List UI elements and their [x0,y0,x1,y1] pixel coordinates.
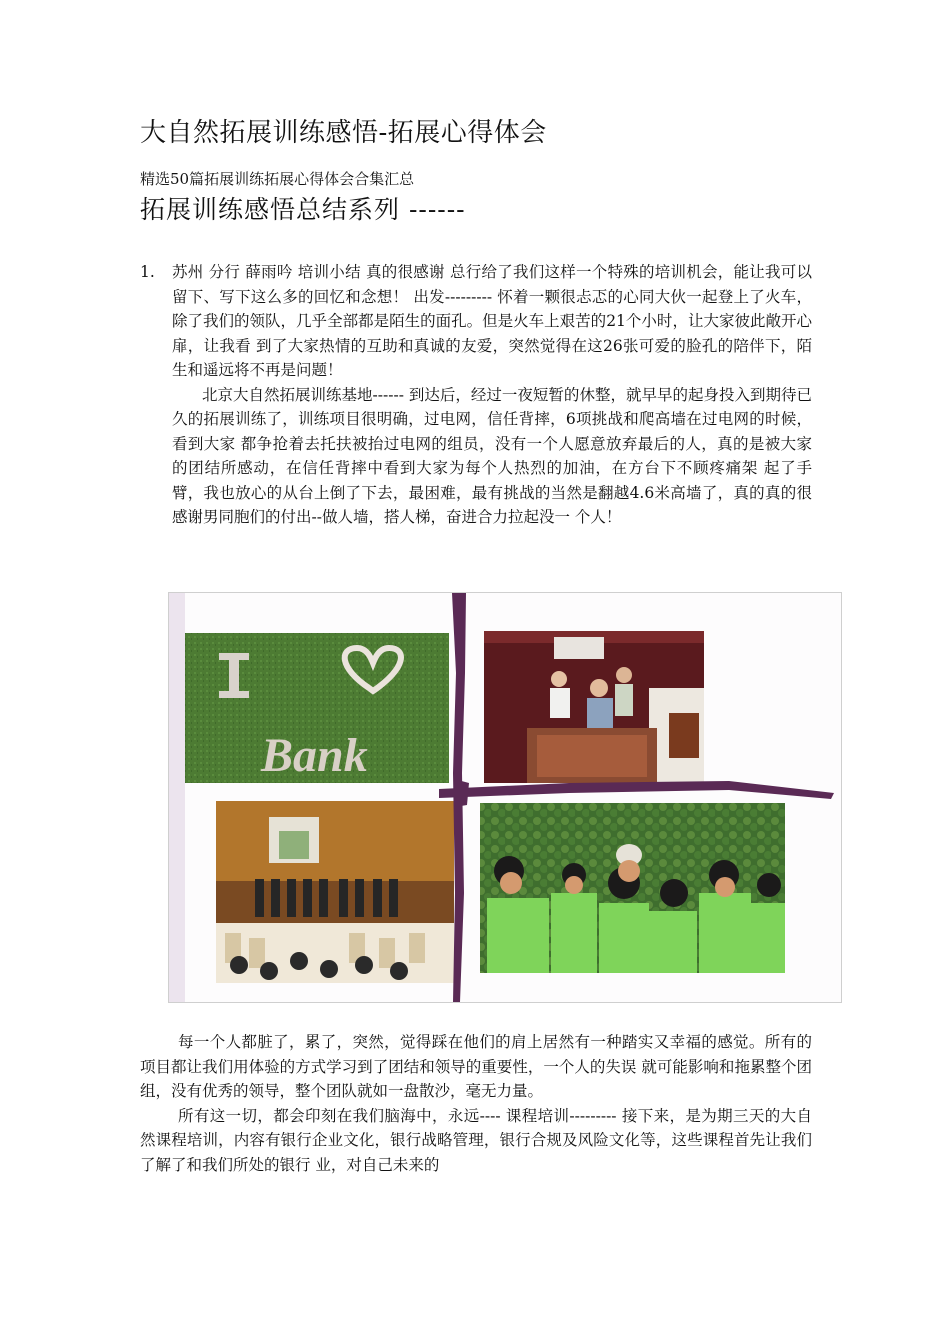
photo-stage-speakers [484,631,704,783]
list-item-1 [140,260,812,530]
document-subtitle: 精选50篇拓展训练拓展心得体会合集汇总 [140,170,415,188]
photo-conference-hall [216,801,454,983]
photo-collage [168,592,842,1003]
paragraph-2: 北京大自然拓展训练基地------ 到达后，经过一夜短暂的休整，就早早的起身投入到期待已久的拓展训练了，训练项目很明确，过电网，信任背摔，6项挑战和爬高墙在过电网的时候，看到大家 都争抢着去托扶被抬过电网的组员，没有一个人愿意放弃最后的人，真的是被大家的团结所感动，在信任背摔中看到大家为每个人热烈的加油，在方台下不顾疼痛架 起了手臂，我也放心的从台上倒了下去，最困难，最有挑战的当然是翻越4.6米高墙了，真的真的很感谢男同胞们的付出--做人墙，搭人梯，奋进合力拉起没一 个人！ [172,385,812,526]
decorative-strip [169,593,185,1002]
body-text [140,1030,812,1177]
svg-text:Bank: Bank [261,729,368,782]
paragraph-3: 每一个人都脏了，累了，突然，觉得踩在他们的肩上居然有一种踏实又幸福的感觉。所有的项目都让我们用体验的方式学习到了团结和领导的重要性，一个人的失误 就可能影响和拖累整个团组，没有优秀的领导，整个团队就如一盘散沙，毫无力量。 [140,1033,812,1100]
paragraph-4: 所有这一切，都会印刻在我们脑海中，永远---- 课程培训--------- 接下来，是为期三天的大自然课程培训，内容有银行企业文化，银行战略管理，银行合规及风险文化等，这些课程首先让我们了解了和我们所处的银行 业，对自己未来的 [140,1106,812,1174]
document-title: 大自然拓展训练感悟-拓展心得体会 [140,118,547,148]
series-title: 拓展训练感悟总结系列 ------ [140,195,466,224]
list-item-number: 1. [140,263,155,281]
photo-team-green-shirts [480,803,785,973]
photo-grass-formation [185,633,449,783]
list-item-body [172,260,812,530]
paragraph-1: 苏州 分行 薛雨吟 培训小结 真的很感谢 总行给了我们这样一个特殊的培训机会，能让我可以留下、写下这么多的回忆和念想！ 出发--------- 怀着一颗很忐忑的心同大伙一起登上了火车，除了我们的领队，几乎全部都是陌生的面孔。但是火车上艰苦的21个小时，让大家彼此敞开心扉，让我看 到了大家热情的互助和真诚的友爱，突然觉得在这26张可爱的脸孔的陪伴下，陌生和遥远将不再是问题！ [172,263,812,379]
